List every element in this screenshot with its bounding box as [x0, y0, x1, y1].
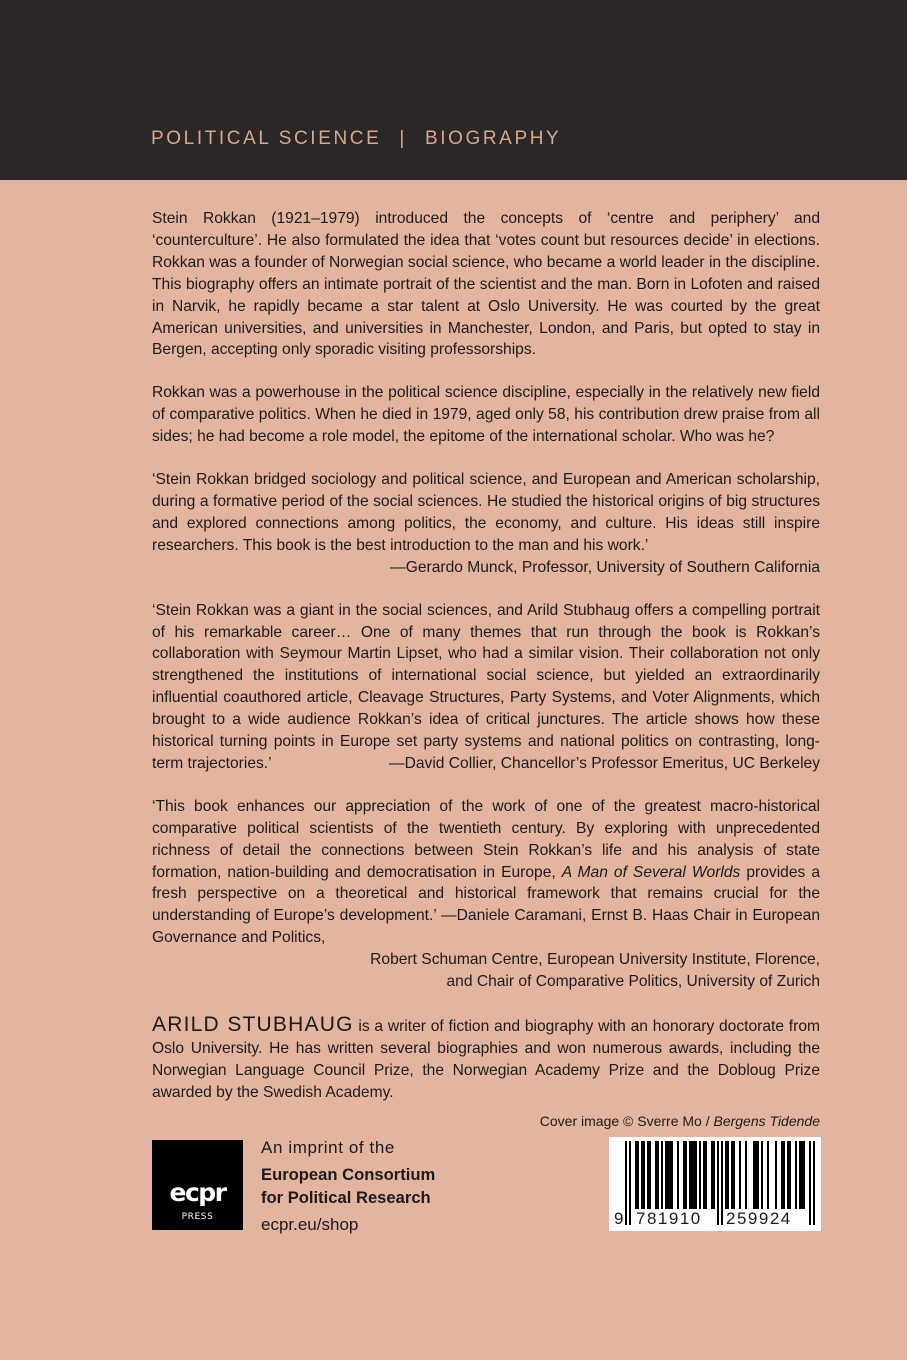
barcode-bar — [643, 1141, 645, 1209]
quote-munck — [152, 469, 820, 579]
barcode-bar — [671, 1141, 673, 1209]
barcode-bar — [711, 1141, 713, 1209]
barcode-bar — [665, 1141, 667, 1209]
barcode-bar — [635, 1141, 637, 1209]
barcode-bar — [641, 1141, 643, 1209]
description-paragraph-1: Stein Rokkan (1921–1979) introduced the concepts of ‘centre and periphery’ and ‘counterculture’. He also formulated the idea that ‘votes count but resources decide’ in elections. Rokkan was a founder of Norwegian social science, who became a world leader in the discipline. This biography offers an intimate portrait of the scientist and the man. Born in Lofoten and raised in Narvik, he rapidly became a star talent at Oslo University. He was courted by the great American universities, and universities in Manchester, London, and Paris, but opted to stay in Bergen, accepting only sporadic visiting professorships. — [152, 210, 820, 359]
barcode-bar — [695, 1141, 697, 1209]
barcode-bar — [669, 1141, 671, 1209]
barcode-bar — [703, 1141, 705, 1209]
barcode-bar — [677, 1141, 679, 1209]
barcode-bar — [795, 1141, 797, 1209]
category-label — [151, 128, 561, 150]
barcode-lead-digit: 9 — [614, 1209, 624, 1228]
publisher-url: ecpr.eu/shop — [261, 1215, 359, 1234]
top-band — [0, 0, 907, 180]
barcode-digits — [609, 1209, 821, 1231]
barcode-bar — [667, 1141, 669, 1209]
barcode-bar — [657, 1141, 659, 1209]
quote-caramani — [152, 796, 820, 993]
cover-credit-source: Bergens Tidende — [713, 1112, 820, 1129]
barcode-bar — [691, 1141, 693, 1209]
category-separator: | — [399, 128, 407, 149]
barcode-bar — [705, 1141, 707, 1209]
author-bio — [152, 1014, 820, 1104]
barcode-bar — [733, 1141, 735, 1209]
quote-attribution-line-1: —Daniele Caramani, Ernst B. Haas Chair in European Governance and Politics, — [152, 907, 820, 947]
barcode-bar — [647, 1141, 649, 1209]
barcode-bar — [683, 1141, 685, 1209]
barcode-bar — [637, 1141, 639, 1209]
quote-attribution-line-2: Robert Schuman Centre, European University Institute, Florence, — [370, 951, 820, 969]
author-name: ARILD STUBHAUG — [152, 1013, 354, 1036]
cover-credit-prefix: Cover image © Sverre Mo / — [539, 1112, 714, 1129]
barcode-bar — [803, 1141, 805, 1209]
quote-text-before: ‘This book enhances our appreciation of the work of one of the greatest macro-historical comparative political scientists of the twentieth century. By exploring with unprecedented richness of detail the connections between Stein Rokkan’s life and his analysis of state formation, nation-building and democratisation in Europe, — [152, 797, 820, 881]
back-cover-text — [152, 208, 820, 1133]
ecpr-press-logo — [152, 1140, 243, 1230]
barcode-bar — [689, 1141, 691, 1209]
logo-wordmark: ecpr — [169, 1178, 226, 1207]
barcode-bar — [753, 1141, 755, 1209]
quote-attribution: —David Collier, Chancellor’s Professor Emeritus, UC Berkeley — [389, 754, 820, 772]
category-biography: BIOGRAPHY — [424, 128, 562, 149]
category-political-science: POLITICAL SCIENCE — [151, 128, 382, 149]
barcode-bar — [801, 1141, 803, 1209]
barcode-bar — [731, 1141, 733, 1209]
barcode-bar — [761, 1141, 763, 1209]
barcode-bar — [789, 1141, 791, 1209]
barcode-bar — [783, 1141, 785, 1209]
quote-text: ‘Stein Rokkan was a giant in the social sciences, and Arild Stubhaug offers a compelling portrait of his remarkable career… One of many themes that run through the book is Rokkan’s collaboration with Seymour Martin Lipset, who had a similar vision. Their collaboration not only strengthened the institutions of international social science, but yielded an extraordinarily influential coauthored article, Cleavage Structures, Party Systems, and Voter Alignments, which brought to a wide audience Rokkan’s idea of critical junctures. The article shows how these historical turning points in Europe set party systems and national politics on contrasting, long-term trajectories.’ — [152, 601, 820, 772]
book-title: A Man of Several Worlds — [561, 863, 741, 881]
barcode-bar — [649, 1141, 651, 1209]
barcode-bar — [693, 1141, 695, 1209]
logo-subtext: PRESS — [181, 1212, 214, 1222]
barcode-bar — [661, 1141, 663, 1209]
barcode-bar — [781, 1141, 783, 1209]
barcode-bar — [745, 1141, 747, 1209]
quote-text: ‘Stein Rokkan bridged sociology and political science, and European and American scholarship, during a formative period of the social sciences. He studied the historical origins of big structures and explored connections among politics, the economy, and culture. His ideas still inspire researchers. This book is the best introduction to the man and his work.’ — [152, 471, 820, 554]
barcode-bar — [799, 1141, 801, 1209]
barcode-bar — [767, 1141, 769, 1209]
quote-attribution: —Gerardo Munck, Professor, University of Southern California — [390, 558, 820, 576]
author-bio-text: is a writer of fiction and biography with an honorary doctorate from Oslo University. He has written several biographies and won numerous awards, including the Norwegian Language Council Prize, the Norwegian Academy Prize and the Dobloug Prize awarded by the Swedish Academy. — [152, 1018, 820, 1101]
quote-attribution-line-3: and Chair of Comparative Politics, University of Zurich — [446, 973, 820, 991]
barcode-bar — [755, 1141, 757, 1209]
barcode-bar — [727, 1141, 729, 1209]
barcode-bar — [699, 1141, 701, 1209]
imprint-lead: An imprint of the — [261, 1138, 395, 1157]
barcode-group-2: 259924 — [726, 1209, 792, 1228]
publisher-imprint — [261, 1136, 435, 1236]
barcode-bar — [757, 1141, 759, 1209]
publisher-name-line-1: European Consortium — [261, 1165, 436, 1184]
barcode-group-1: 781910 — [636, 1209, 702, 1228]
barcode-bar — [775, 1141, 777, 1209]
barcode-bar — [787, 1141, 789, 1209]
barcode-bar — [725, 1141, 727, 1209]
barcode-bar — [739, 1141, 741, 1209]
quote-text-after: provides a fresh perspective on a theoretical and historical framework that remains crucial for the understanding of Europe’s development.’ — [152, 863, 820, 925]
cover-credit — [152, 1111, 820, 1133]
publisher-name-line-2: for Political Research — [261, 1188, 431, 1207]
barcode-bar — [713, 1141, 715, 1209]
quote-collier — [152, 600, 820, 775]
barcode-bar — [685, 1141, 687, 1209]
description-paragraph-2: Rokkan was a powerhouse in the political science discipline, especially in the relatively new field of comparative politics. When he died in 1979, aged only 58, his contribution drew praise from all sides; he had become a role model, the epitome of the international scholar. Who was he? — [152, 384, 820, 446]
barcode-bar — [655, 1141, 657, 1209]
isbn-barcode — [609, 1137, 821, 1231]
